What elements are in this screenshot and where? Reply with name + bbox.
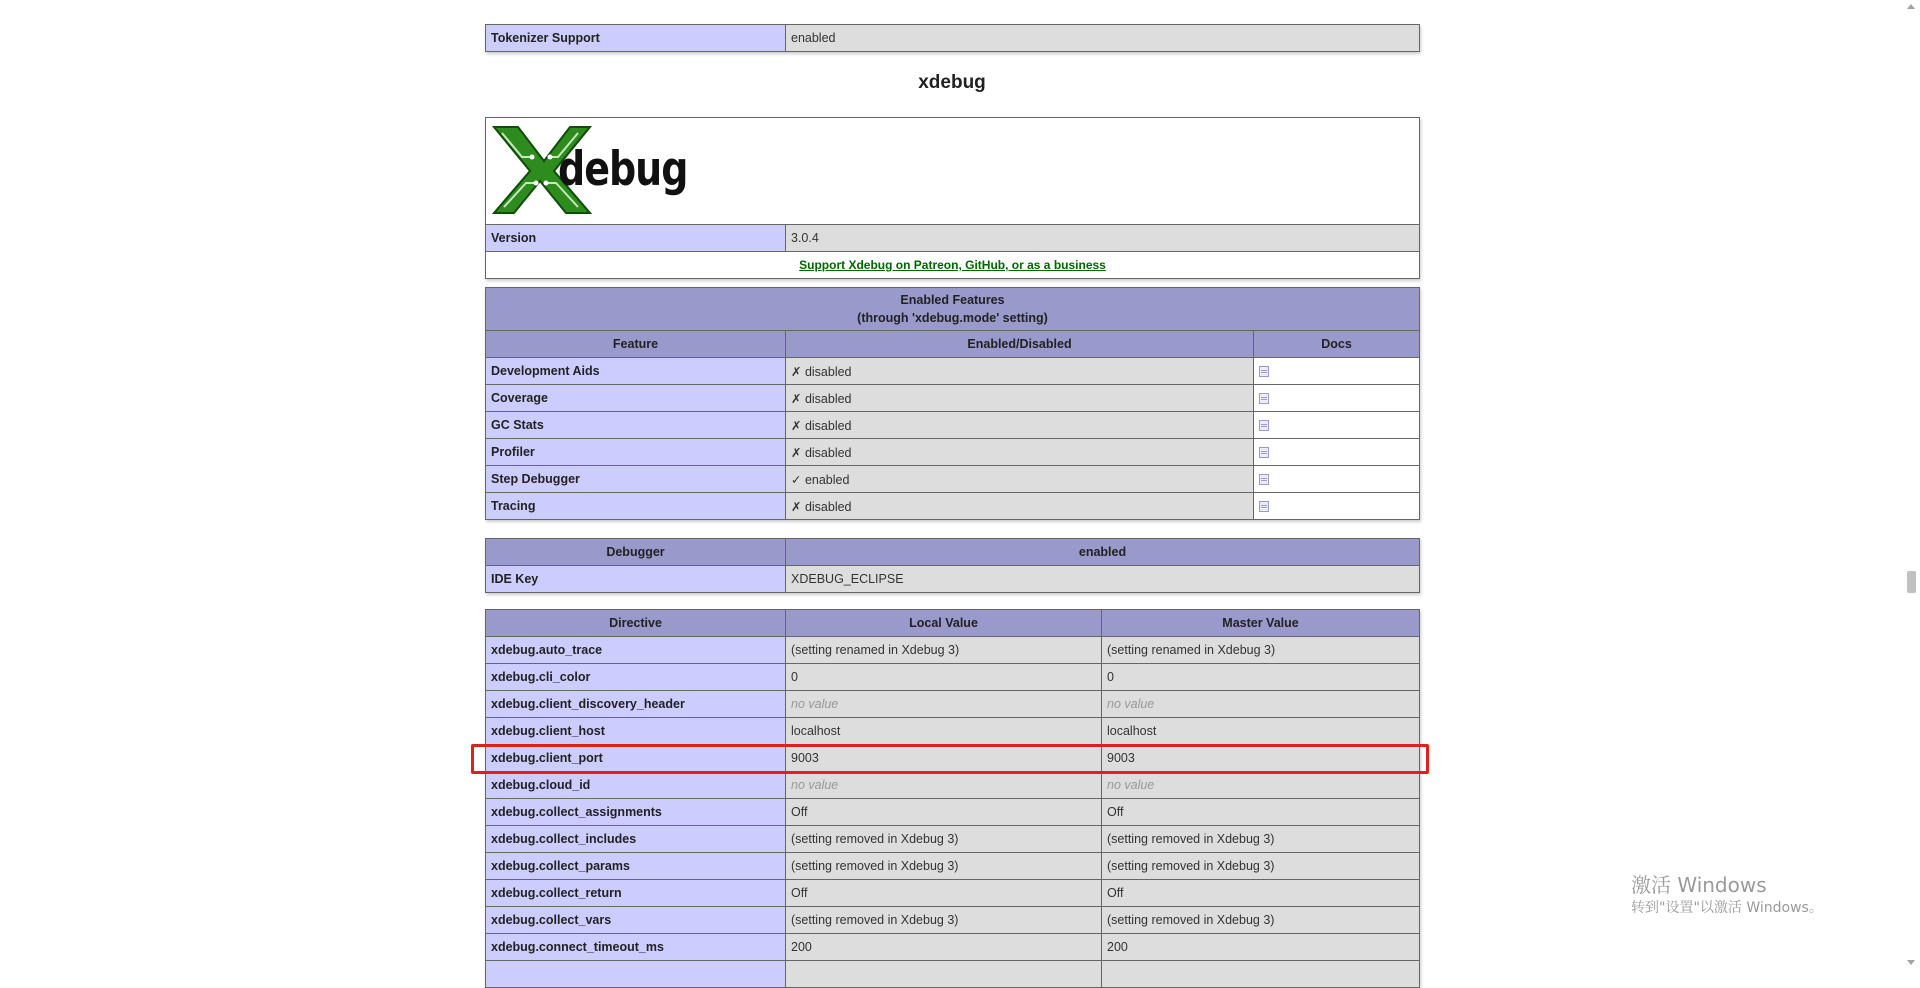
directive-master-value: (setting removed in Xdebug 3) bbox=[1102, 907, 1420, 934]
feature-docs-cell bbox=[1254, 385, 1420, 412]
table-row bbox=[486, 566, 1420, 593]
directive-name: xdebug.auto_trace bbox=[486, 637, 786, 664]
features-title-line1: Enabled Features bbox=[900, 293, 1005, 307]
table-row bbox=[486, 826, 1420, 853]
directive-name: xdebug.collect_vars bbox=[486, 907, 786, 934]
table-row bbox=[486, 252, 1420, 279]
watermark-line1: 激活 Windows bbox=[1631, 873, 1767, 897]
docs-link-icon[interactable] bbox=[1259, 447, 1269, 458]
table-row bbox=[486, 493, 1420, 520]
directives-table bbox=[485, 609, 1420, 988]
version-value: 3.0.4 bbox=[786, 225, 1420, 252]
feature-name: Development Aids bbox=[486, 358, 786, 385]
feature-status: ✗ disabled bbox=[786, 493, 1254, 520]
table-row bbox=[486, 853, 1420, 880]
directive-master-value bbox=[1102, 961, 1420, 988]
debugger-header-row bbox=[486, 539, 1420, 566]
table-row bbox=[486, 718, 1420, 745]
debugger-header-value: enabled bbox=[786, 539, 1420, 566]
scroll-down-arrow-icon[interactable] bbox=[1907, 960, 1915, 965]
version-key: Version bbox=[486, 225, 786, 252]
no-value-text: no value bbox=[791, 778, 839, 792]
directive-master-value: (setting removed in Xdebug 3) bbox=[1102, 826, 1420, 853]
docs-link-icon[interactable] bbox=[1259, 420, 1269, 431]
features-header-feature: Feature bbox=[486, 331, 786, 358]
no-value-text: no value bbox=[791, 697, 839, 711]
directive-local-value: Off bbox=[786, 799, 1102, 826]
debugger-table bbox=[485, 538, 1420, 593]
section-title: xdebug bbox=[918, 72, 986, 93]
table-row bbox=[486, 772, 1420, 799]
feature-docs-cell bbox=[1254, 412, 1420, 439]
logo-row bbox=[486, 118, 1420, 225]
directive-local-value: (setting removed in Xdebug 3) bbox=[786, 826, 1102, 853]
table-row bbox=[486, 907, 1420, 934]
feature-docs-cell bbox=[1254, 466, 1420, 493]
docs-link-icon[interactable] bbox=[1259, 366, 1269, 377]
tokenizer-table bbox=[485, 24, 1420, 52]
directive-name: xdebug.cli_color bbox=[486, 664, 786, 691]
directive-local-value: localhost bbox=[786, 718, 1102, 745]
feature-status: ✗ disabled bbox=[786, 412, 1254, 439]
features-title bbox=[486, 288, 1420, 331]
support-link[interactable]: Support Xdebug on Patreon, GitHub, or as a business bbox=[799, 258, 1106, 272]
table-row bbox=[486, 961, 1420, 988]
table-row bbox=[486, 358, 1420, 385]
docs-link-icon[interactable] bbox=[1259, 501, 1269, 512]
directive-local-value: Off bbox=[786, 880, 1102, 907]
directive-local-value: (setting renamed in Xdebug 3) bbox=[786, 637, 1102, 664]
features-header-row bbox=[486, 331, 1420, 358]
feature-docs-cell bbox=[1254, 493, 1420, 520]
table-row bbox=[486, 637, 1420, 664]
ide-key-value: XDEBUG_ECLIPSE bbox=[786, 566, 1420, 593]
xdebug-info-table bbox=[485, 117, 1420, 279]
directive-master-value: 0 bbox=[1102, 664, 1420, 691]
directive-name: xdebug.client_host bbox=[486, 718, 786, 745]
directive-local-value: 200 bbox=[786, 934, 1102, 961]
directive-master-value: (setting renamed in Xdebug 3) bbox=[1102, 637, 1420, 664]
table-row bbox=[486, 799, 1420, 826]
feature-status: ✓ enabled bbox=[786, 466, 1254, 493]
directive-local-value: 9003 bbox=[786, 745, 1102, 772]
directive-name: xdebug.client_port bbox=[486, 745, 786, 772]
features-title-row bbox=[486, 288, 1420, 331]
directive-name: xdebug.collect_includes bbox=[486, 826, 786, 853]
directive-name: xdebug.collect_params bbox=[486, 853, 786, 880]
feature-status: ✗ disabled bbox=[786, 439, 1254, 466]
watermark-line2: 转到"设置"以激活 Windows。 bbox=[1631, 900, 1823, 916]
feature-name: Tracing bbox=[486, 493, 786, 520]
logo-text: debug bbox=[558, 141, 688, 197]
directive-master-value: 200 bbox=[1102, 934, 1420, 961]
table-row bbox=[486, 934, 1420, 961]
directive-local-value bbox=[786, 961, 1102, 988]
table-row-highlighted bbox=[486, 745, 1420, 772]
directive-master-value: 9003 bbox=[1102, 745, 1420, 772]
windows-activation-watermark bbox=[1631, 872, 1823, 918]
directive-master-value: Off bbox=[1102, 880, 1420, 907]
features-header-status: Enabled/Disabled bbox=[786, 331, 1254, 358]
directives-header-local: Local Value bbox=[786, 610, 1102, 637]
feature-name: Profiler bbox=[486, 439, 786, 466]
tokenizer-key: Tokenizer Support bbox=[486, 25, 786, 52]
support-link-cell bbox=[486, 252, 1420, 279]
directives-header-master: Master Value bbox=[1102, 610, 1420, 637]
no-value-text: no value bbox=[1107, 778, 1155, 792]
features-title-line2: (through 'xdebug.mode' setting) bbox=[857, 311, 1048, 325]
directives-header-row bbox=[486, 610, 1420, 637]
directive-local-value bbox=[786, 691, 1102, 718]
table-row bbox=[486, 691, 1420, 718]
xdebug-logo bbox=[492, 125, 688, 215]
docs-link-icon[interactable] bbox=[1259, 474, 1269, 485]
directive-master-value bbox=[1102, 772, 1420, 799]
scroll-up-arrow-icon[interactable] bbox=[1907, 4, 1915, 9]
directive-local-value bbox=[786, 772, 1102, 799]
feature-docs-cell bbox=[1254, 439, 1420, 466]
directive-local-value: (setting removed in Xdebug 3) bbox=[786, 907, 1102, 934]
directive-local-value: 0 bbox=[786, 664, 1102, 691]
table-row bbox=[486, 664, 1420, 691]
tokenizer-value: enabled bbox=[786, 25, 1420, 52]
table-row bbox=[486, 225, 1420, 252]
table-row bbox=[486, 466, 1420, 493]
feature-status: ✗ disabled bbox=[786, 358, 1254, 385]
directive-local-value: (setting removed in Xdebug 3) bbox=[786, 853, 1102, 880]
table-row bbox=[486, 25, 1420, 52]
table-row bbox=[486, 439, 1420, 466]
directive-name: xdebug.cloud_id bbox=[486, 772, 786, 799]
directive-name: xdebug.collect_return bbox=[486, 880, 786, 907]
directive-name: xdebug.collect_assignments bbox=[486, 799, 786, 826]
table-row bbox=[486, 880, 1420, 907]
feature-name: GC Stats bbox=[486, 412, 786, 439]
directive-name bbox=[486, 961, 786, 988]
table-row bbox=[486, 385, 1420, 412]
feature-name: Coverage bbox=[486, 385, 786, 412]
logo-cell bbox=[486, 118, 1420, 225]
directive-name: xdebug.client_discovery_header bbox=[486, 691, 786, 718]
feature-name: Step Debugger bbox=[486, 466, 786, 493]
debugger-header-key: Debugger bbox=[486, 539, 786, 566]
directive-master-value bbox=[1102, 691, 1420, 718]
features-header-docs: Docs bbox=[1254, 331, 1420, 358]
table-row bbox=[486, 412, 1420, 439]
directives-header-directive: Directive bbox=[486, 610, 786, 637]
feature-status: ✗ disabled bbox=[786, 385, 1254, 412]
directive-master-value: Off bbox=[1102, 799, 1420, 826]
vertical-scrollbar[interactable] bbox=[1903, 0, 1920, 969]
directive-master-value: (setting removed in Xdebug 3) bbox=[1102, 853, 1420, 880]
enabled-features-table bbox=[485, 287, 1420, 520]
docs-link-icon[interactable] bbox=[1259, 393, 1269, 404]
no-value-text: no value bbox=[1107, 697, 1155, 711]
ide-key-label: IDE Key bbox=[486, 566, 786, 593]
directive-name: xdebug.connect_timeout_ms bbox=[486, 934, 786, 961]
scroll-thumb[interactable] bbox=[1907, 571, 1916, 593]
directive-master-value: localhost bbox=[1102, 718, 1420, 745]
feature-docs-cell bbox=[1254, 358, 1420, 385]
